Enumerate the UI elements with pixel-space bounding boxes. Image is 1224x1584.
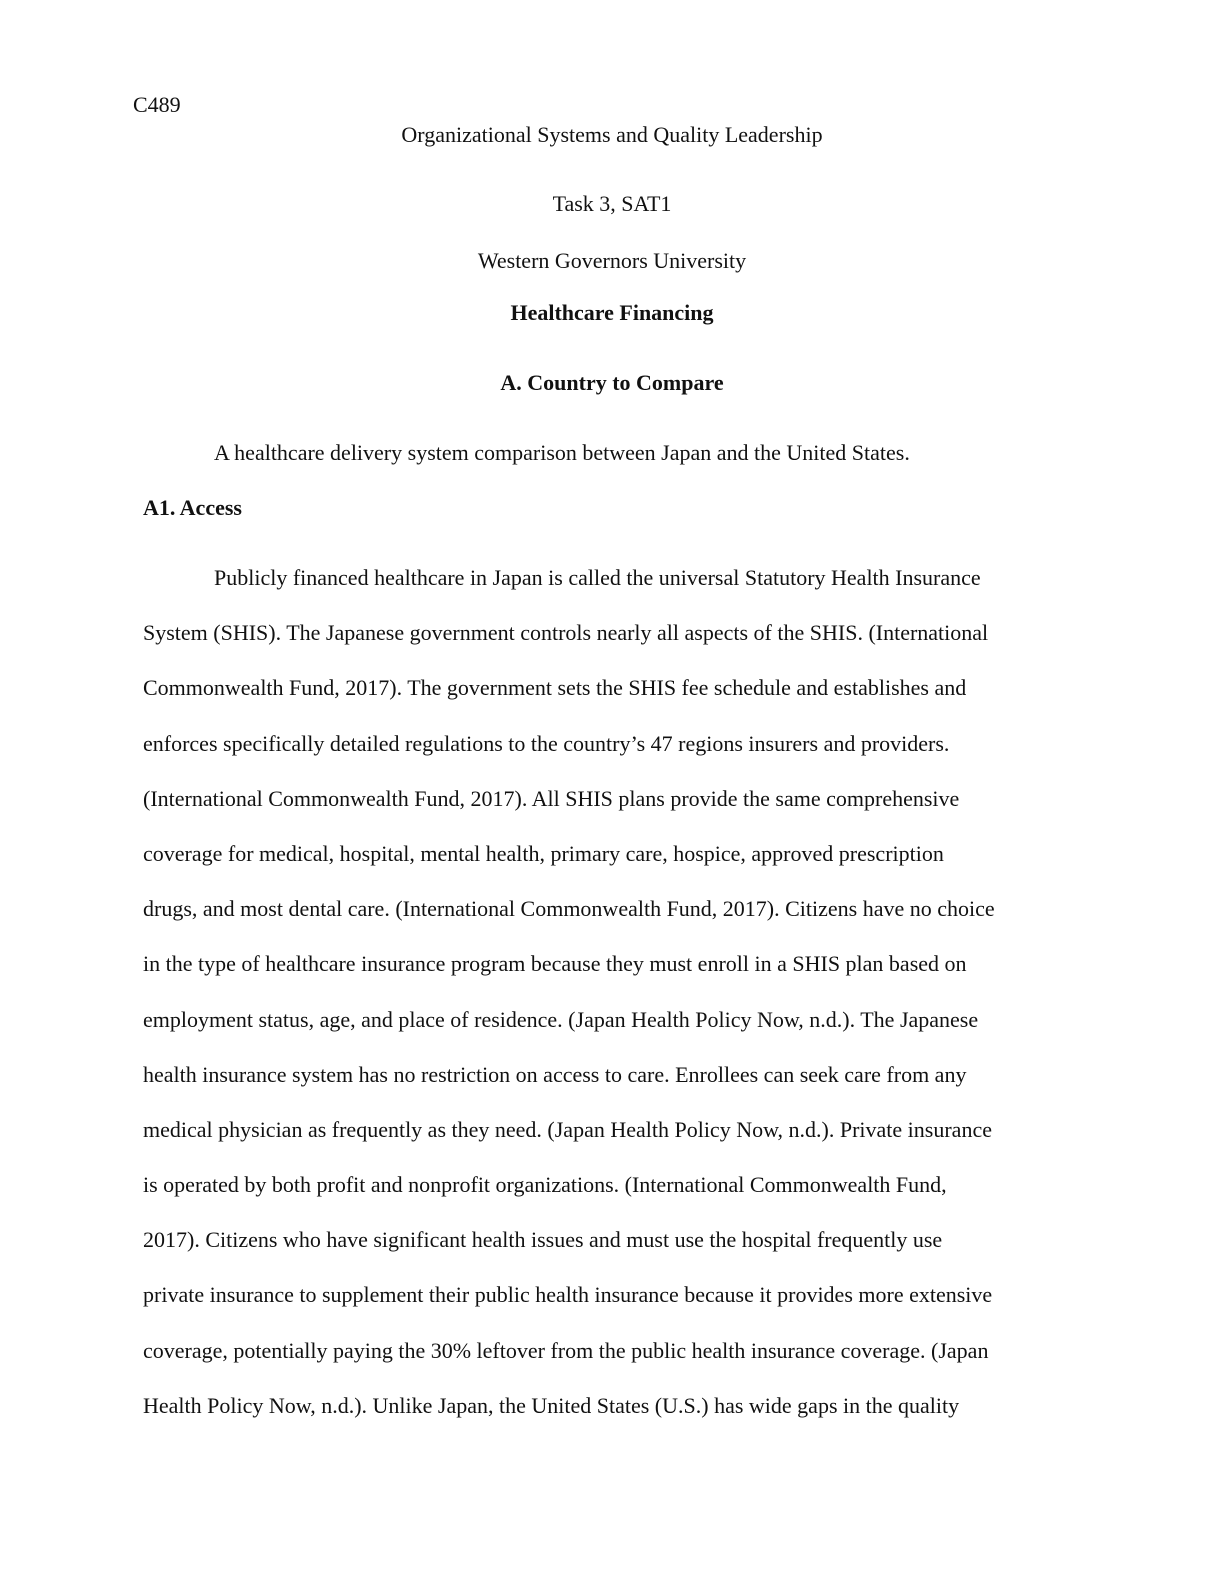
- task-label: Task 3, SAT1: [552, 191, 672, 216]
- paragraph-line: Health Policy Now, n.d.). Unlike Japan, the United States (U.S.) has wide gaps in the quality: [143, 1392, 960, 1418]
- paragraph-line: drugs, and most dental care. (International Commonwealth Fund, 2017). Citizens have no choice: [143, 896, 995, 922]
- paragraph-line: medical physician as frequently as they need. (Japan Health Policy Now, n.d.). Private insurance: [143, 1116, 992, 1142]
- paragraph-line: Commonwealth Fund, 2017). The government sets the SHIS fee schedule and establishes and: [143, 675, 967, 701]
- paragraph-line: enforces specifically detailed regulations to the country’s 47 regions insurers and providers.: [143, 730, 950, 756]
- paragraph-line: private insurance to supplement their public health insurance because it provides more extensive: [143, 1282, 993, 1308]
- course-code: C489: [133, 92, 181, 117]
- section-a-intro-paragraph: A healthcare delivery system comparison between Japan and the United States.: [214, 440, 910, 465]
- paragraph-line: coverage for medical, hospital, mental health, primary care, hospice, approved prescription: [143, 840, 944, 866]
- section-a1-paragraph: [143, 563, 1083, 1446]
- university-name: Western Governors University: [477, 248, 747, 273]
- section-a-heading: A. Country to Compare: [500, 370, 724, 395]
- paragraph-line: Publicly financed healthcare in Japan is called the universal Statutory Health Insurance: [214, 565, 981, 590]
- paragraph-line: 2017). Citizens who have significant health issues and must use the hospital frequently use: [143, 1227, 943, 1253]
- paragraph-line: coverage, potentially paying the 30% leftover from the public health insurance coverage. (Japan: [143, 1337, 989, 1363]
- document-title: Healthcare Financing: [510, 300, 714, 325]
- paragraph-line: health insurance system has no restriction on access to care. Enrollees can seek care from any: [143, 1061, 967, 1087]
- paragraph-line: in the type of healthcare insurance program because they must enroll in a SHIS plan based on: [143, 951, 967, 977]
- section-a1-heading: A1. Access: [143, 495, 242, 520]
- paragraph-line: System (SHIS). The Japanese government controls nearly all aspects of the SHIS. (International: [143, 620, 989, 646]
- paragraph-line: employment status, age, and place of residence. (Japan Health Policy Now, n.d.). The Japanese: [143, 1006, 979, 1032]
- paragraph-line: (International Commonwealth Fund, 2017). All SHIS plans provide the same comprehensive: [143, 785, 960, 811]
- course-title: Organizational Systems and Quality Leadership: [401, 122, 823, 147]
- paragraph-line: is operated by both profit and nonprofit organizations. (International Commonwealth Fund,: [143, 1172, 947, 1198]
